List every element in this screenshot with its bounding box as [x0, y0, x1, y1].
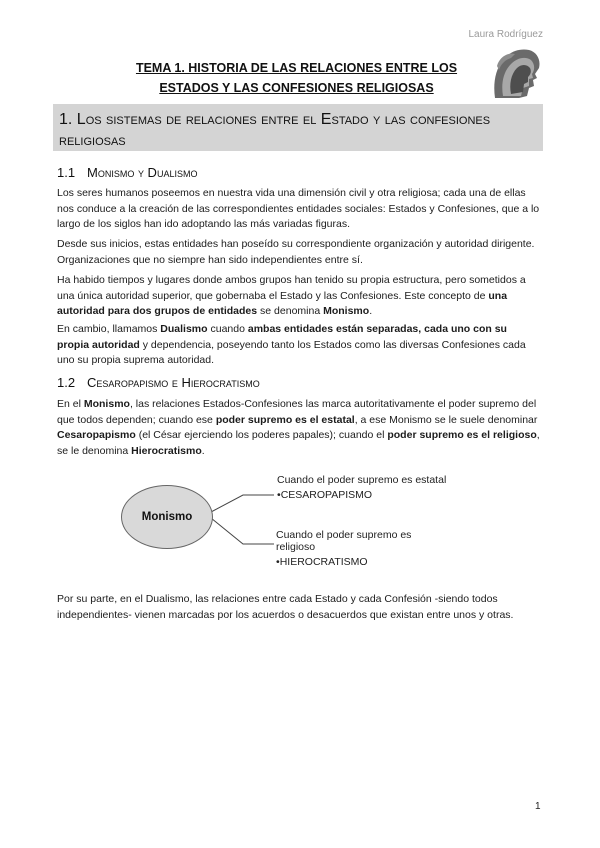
author-name: Laura Rodríguez — [468, 29, 543, 40]
paragraph-4 — [57, 322, 541, 369]
p5-bold-j: Hierocratismo — [131, 444, 202, 457]
document-title — [104, 58, 489, 98]
page-number: 1 — [535, 801, 541, 812]
branch-religioso-item-text: HIEROCRATISMO — [279, 556, 368, 568]
connector-lower — [211, 518, 274, 544]
paragraph-2: Desde sus inicios, estas entidades han poseído su correspondiente organización y autoridad dirigente. Organizaciones que no siempre han sido independientes entre sí. — [57, 238, 535, 266]
p5-text-i: , se le denomina — [57, 429, 540, 457]
section-1-number: 1. — [59, 111, 73, 128]
monismo-diagram — [121, 474, 481, 576]
subsection-1-2-number: 1.2 — [57, 375, 76, 390]
p5-bold-b: Monismo — [83, 398, 130, 410]
connector-upper — [211, 495, 274, 512]
bullet-icon: • — [276, 556, 280, 568]
p3-text-a: Ha habido tiempos y lugares donde ambos grupos han tenido su propia estructura, pero sometidos a una única autoridad superior, que gobernaba el Estado y las Confesiones. Este concepto de — [57, 274, 526, 302]
section-1-title: Los sistemas de relaciones entre el Estado y las confesiones religiosas — [59, 111, 491, 149]
p5-bold-d: poder supremo es el estatal — [215, 413, 355, 426]
p5-text-e: , a ese Monismo se le suele denominar — [354, 413, 538, 426]
paragraph-3 — [57, 273, 541, 320]
p5-text-g: (el César ejerciendo los poderes papales); cuando el — [135, 429, 388, 441]
paragraph-6: Por su parte, en el Dualismo, las relaciones entre cada Estado y cada Confesión -siendo todos independientes- vienen marcadas por los acuerdos o desacuerdos que existan entre unos y otras. — [57, 593, 514, 621]
subsection-1-2-title: Cesaropapismo e Hierocratismo — [87, 375, 260, 390]
branch-religioso-label: Cuando el poder supremo es religioso — [276, 529, 412, 553]
p3-text-e: . — [369, 305, 373, 317]
document-title-line-1: TEMA 1. HISTORIA DE LAS RELACIONES ENTRE LOS — [135, 61, 458, 75]
branch-religioso-item — [276, 556, 368, 568]
section-1-heading — [59, 109, 513, 151]
section-1-heading-bar — [53, 104, 543, 151]
monismo-bubble — [121, 485, 213, 549]
p4-text-a: En cambio, llamamos — [57, 323, 161, 335]
subsection-1-1-title: Monismo y Dualismo — [87, 165, 198, 180]
p4-bold-d: ambas entidades están separadas, cada uno con su propia autoridad — [57, 323, 507, 351]
p5-text-a: En el — [57, 398, 84, 410]
monismo-bubble-label: Monismo — [141, 511, 193, 523]
p3-text-c: se denomina — [257, 305, 324, 317]
p3-bold-d: Monismo — [323, 305, 370, 317]
branch-estatal-item — [277, 489, 372, 501]
p5-text-k: . — [201, 444, 205, 457]
document-title-line-2: ESTADOS Y LAS CONFESIONES RELIGIOSAS — [159, 81, 434, 95]
subsection-1-2-heading — [57, 375, 260, 390]
p5-text-c: , las relaciones Estados-Confesiones las marca autoritativamente el poder supremo del que todos dependen; cuando ese — [57, 398, 537, 426]
branch-estatal-item-text: CESAROPAPISMO — [280, 489, 373, 501]
profile-heads-logo — [489, 44, 543, 102]
p4-text-e: y dependencia, poseyendo tanto los Estados como las diversas Confesiones cada uno su propia suprema autoridad. — [57, 338, 526, 366]
paragraph-1: Los seres humanos poseemos en nuestra vida una dimensión civil y otra religiosa; cada una de ellas nos conduce a la creación de las correspondientes entidades sociales: Estados y Confesiones, que a lo largo de los siglos han ido adoptando las más variadas figuras. — [57, 187, 540, 230]
p5-bold-f: Cesaropapismo — [57, 429, 136, 441]
p4-text-c: cuando — [207, 323, 248, 335]
p3-bold-b: una autoridad para dos grupos de entidades — [57, 289, 508, 317]
branch-estatal-label: Cuando el poder supremo es estatal — [277, 474, 447, 486]
p5-bold-h: poder supremo es el religioso — [387, 429, 537, 441]
bullet-icon: • — [277, 489, 281, 501]
p4-bold-b: Dualismo — [160, 323, 208, 335]
subsection-1-1-number: 1.1 — [57, 165, 76, 180]
subsection-1-1-heading — [57, 165, 197, 180]
paragraph-5 — [57, 397, 541, 459]
